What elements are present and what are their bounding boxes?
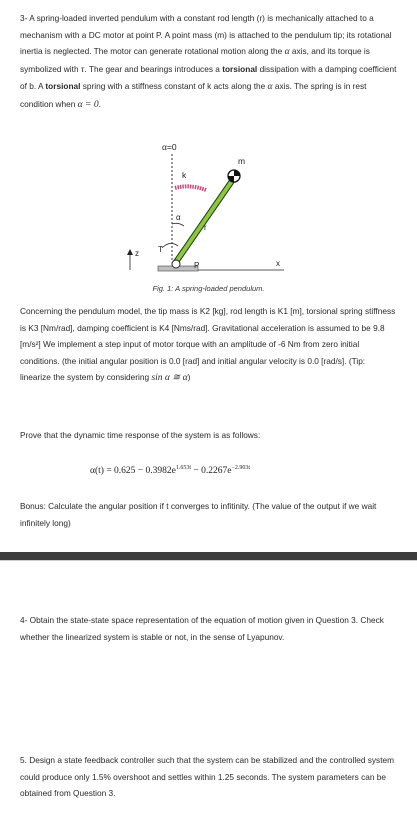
spring-k-label: k	[182, 170, 187, 180]
torsional-bold-2: torsional	[45, 81, 81, 92]
q3-intro-text-2: axis, and its torque is symbolized with	[20, 46, 370, 74]
equation-exponent-2: −2.903t	[231, 465, 251, 471]
torque-arrow	[162, 243, 178, 248]
figure-caption: Fig. 1: A spring-loaded pendulum.	[152, 284, 265, 293]
q3-intro-text-3: . The gear and bearings introduces a	[84, 63, 220, 74]
bonus-text: Bonus: Calculate the angular position if t converges to infitinity. (The value of the output if we wait infinitely long)	[20, 501, 377, 528]
question-3-parameters	[20, 303, 398, 387]
equation-part-1: α(t) = 0.625 − 0.3982e	[90, 466, 176, 477]
linearization-expr: sin α ≅ α	[151, 373, 188, 384]
alpha-angle-arc	[172, 223, 184, 226]
torsional-bold-1: torsional	[222, 63, 258, 74]
x-label: x	[276, 259, 280, 268]
torque-label: T	[158, 245, 163, 254]
equation-exponent-1: 1.653t	[175, 465, 192, 471]
response-equation	[90, 465, 250, 476]
rest-condition: α = 0	[77, 99, 99, 110]
q3-intro-text-1: 3- A spring-loaded inverted pendulum with a constant rod length (r) is mechanically attached to a mechanism with a DC motor at point P. A point mass (m) is attached to the pendulum tip; its rotational inertia is neglected. The motor can generate rotational motion along the	[20, 13, 392, 57]
p-label: P	[194, 261, 200, 270]
question-3-intro	[20, 10, 398, 114]
pendulum-figure	[0, 140, 417, 275]
z-label: z	[135, 249, 139, 258]
alpha-symbol: α	[284, 47, 290, 58]
q3-intro-text-5: spring with a stiffness constant of k acts along the	[82, 81, 266, 92]
prove-statement: Prove that the dynamic time response of the system is as follows:	[20, 430, 261, 440]
section-divider-shadow	[0, 560, 417, 561]
question-4: 4- Obtain the state-state space representation of the equation of motion given in Question 3. Check whether the linearized system is stable or not, in the sense of Lyapunov.	[20, 615, 384, 642]
tau-symbol: τ	[80, 64, 85, 75]
r-label: r	[204, 223, 207, 232]
q3-intro-text-6: axis. The spring is in rest condition when	[20, 81, 367, 109]
q3-intro-text-4: dissipation with a damping coefficient of b. A	[20, 63, 397, 92]
section-divider	[0, 552, 417, 560]
equation-part-2: − 0.2267e	[191, 466, 232, 477]
z-axis-arrowhead	[127, 249, 133, 255]
mass-m-label: m	[238, 156, 246, 166]
alpha-symbol-2: α	[267, 82, 273, 93]
pivot-point	[172, 260, 180, 268]
alpha-zero-label: α=0	[162, 142, 177, 152]
q3-intro-end: .	[98, 98, 101, 109]
question-5: 5. Design a state feedback controller such that the system can be stabilized and the controlled system could produce only 1.5% overshoot and settles within 1.25 seconds. The system parameters can be obtained from Question 3.	[20, 755, 395, 799]
torsional-spring	[175, 186, 206, 190]
alpha-label: α	[176, 213, 181, 222]
parameters-end: )	[187, 372, 191, 383]
parameters-text: Concerning the pendulum model, the tip mass is K2 [kg], rod length is K1 [m], torsional spring stiffness is K3 [Nm/rad], damping coefficient is K4 [Nms/rad]. Gravitational acceleration is assumed to be 9.8 [m/s²] We implement a step input of motor torque with an amplitude of -6 Nm from zero initial conditions. (the initial angular position is 0.0 [rad] and initial angular velocity is 0.0 [rad/s]. (Tip: linearize the system by considering	[20, 306, 396, 383]
